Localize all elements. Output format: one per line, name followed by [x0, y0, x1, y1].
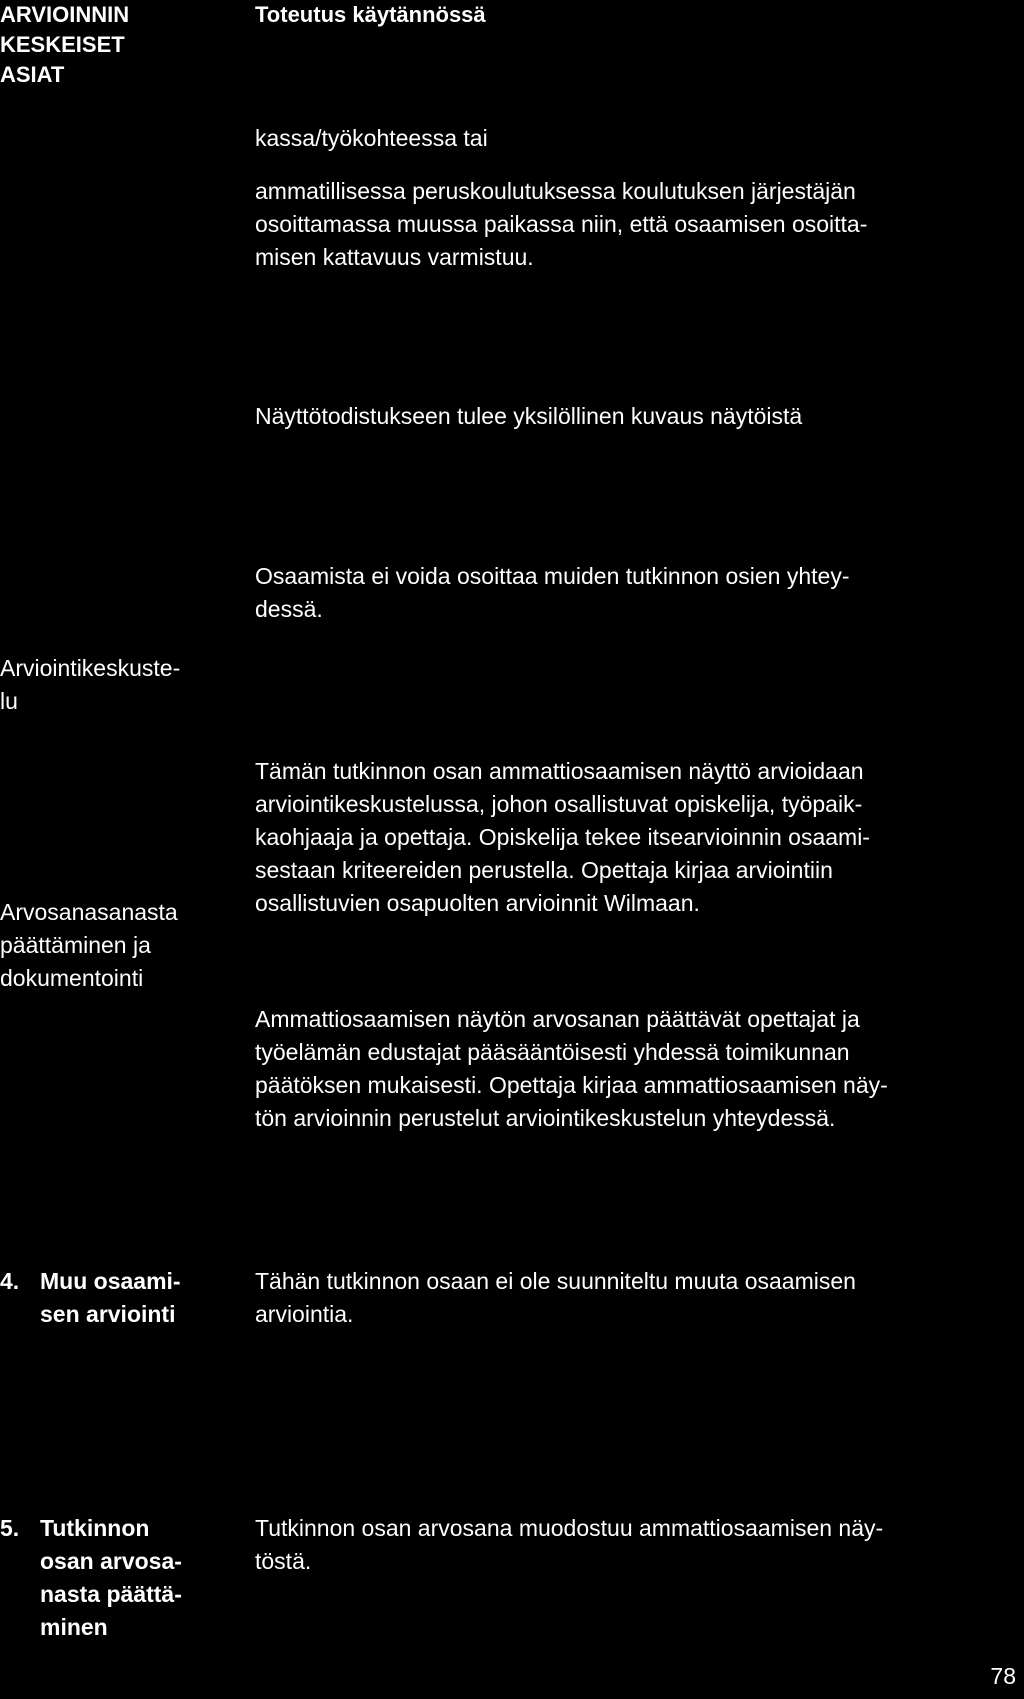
paragraph-line: Tämän tutkinnon osan ammattiosaamisen näyttö arvioidaan: [255, 758, 864, 784]
label-line: dokumentointi: [0, 965, 144, 991]
section-4-body: [255, 1265, 995, 1331]
ammatillisessa-paragraph: [255, 175, 995, 274]
paragraph-line: töstä.: [255, 1548, 312, 1574]
paragraph-line: päätöksen mukaisesti. Opettaja kirjaa ammattiosaamisen näy-: [255, 1072, 888, 1098]
paragraph-line: Tutkinnon osan arvosana muodostuu ammattiosaamisen näy-: [255, 1515, 884, 1541]
paragraph-line: arviointia.: [255, 1301, 354, 1327]
section-title: [0, 1265, 181, 1331]
header-left-line: KESKEISET: [0, 32, 125, 57]
header-left-column: [0, 0, 129, 90]
paragraph-line: kaohjaaja ja opettaja. Opiskelija tekee itsearvioinnin osaami-: [255, 824, 870, 850]
section-title-line: Muu osaami-: [40, 1268, 181, 1294]
label-line: Arvosanasanasta: [0, 899, 178, 925]
paragraph-line: Tähän tutkinnon osaan ei ole suunniteltu muuta osaamisen: [255, 1268, 856, 1294]
paragraph-line: ammatillisessa peruskoulutuksessa koulutuksen järjestäjän: [255, 178, 856, 204]
label-line: lu: [0, 688, 18, 714]
section-5-body: [255, 1512, 995, 1578]
header-left-line: ASIAT: [0, 62, 65, 87]
header-left-line: ARVIOINNIN: [0, 2, 130, 27]
paragraph-line: Ammattiosaamisen näytön arvosanan päättävät opettajat ja: [255, 1006, 860, 1032]
paragraph-line: sestaan kriteereiden perustella. Opettaja kirjaa arviointiin: [255, 857, 833, 883]
section-number: 5.: [0, 1515, 20, 1541]
ammattiosaamisen-paragraph: [255, 1003, 995, 1135]
paragraph-line: työelämän edustajat pääsääntöisesti yhdessä toimikunnan: [255, 1039, 850, 1065]
label-line: päättäminen ja: [0, 932, 151, 958]
arviointikeskustelu-label: [0, 652, 180, 718]
arvosanasanasta-label: [0, 896, 178, 995]
label-line: Arviointikeskuste-: [0, 655, 181, 681]
section-5-heading: [0, 1512, 240, 1652]
osaamista-paragraph: [255, 560, 995, 626]
section-title-line: minen: [40, 1614, 108, 1640]
paragraph-line: osoittamassa muussa paikassa niin, että osaamisen osoitta-: [255, 211, 868, 237]
taman-paragraph: [255, 755, 995, 920]
section-title-line: Tutkinnon: [40, 1515, 150, 1541]
header-right-column: Toteutus käytännössä: [255, 2, 486, 27]
section-4-heading: [0, 1265, 240, 1345]
nayttotodistus-text: Näyttötodistukseen tulee yksilöllinen kuvaus näytöistä: [255, 403, 803, 429]
paragraph-line: Osaamista ei voida osoittaa muiden tutkinnon osien yhtey-: [255, 563, 850, 589]
section-title-line: osan arvosa-: [40, 1548, 182, 1574]
paragraph-line: dessä.: [255, 596, 323, 622]
section-number: 4.: [0, 1268, 20, 1294]
paragraph-line: tön arvioinnin perustelut arviointikeskustelun yhteydessä.: [255, 1105, 836, 1131]
page-number: 78: [990, 1663, 1016, 1689]
paragraph-line: misen kattavuus varmistuu.: [255, 244, 534, 270]
section-title-line: sen arviointi: [40, 1301, 176, 1327]
paragraph-line: osallistuvien osapuolten arvioinnit Wilmaan.: [255, 890, 700, 916]
section-title: [0, 1512, 182, 1644]
section-title-line: nasta päättä-: [40, 1581, 182, 1607]
paragraph-line: arviointikeskustelussa, johon osallistuvat opiskelija, työpaik-: [255, 791, 863, 817]
kassa-text: kassa/työkohteessa tai: [255, 125, 488, 151]
